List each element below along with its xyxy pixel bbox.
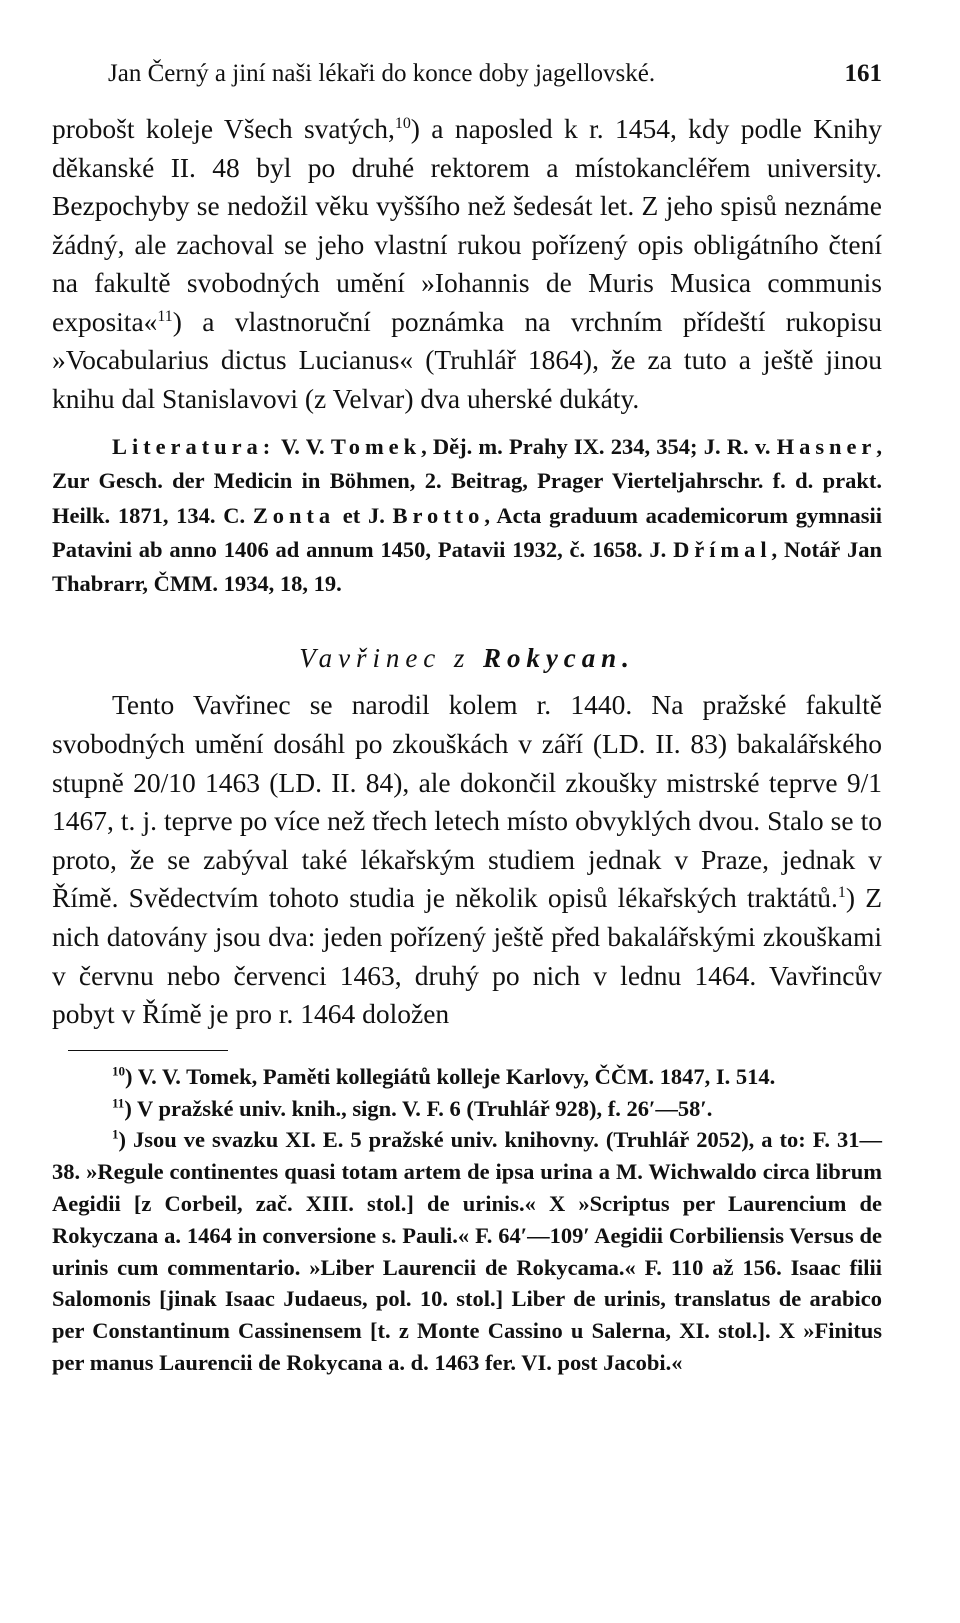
footnote-mark: 1 [112,1126,119,1142]
footnote [52,1124,882,1378]
main-text [52,110,882,418]
text-run: , Notář Jan Thabrarr, ČMM. 1934, 18, 19. [52,536,883,597]
author-name: Brotto [392,502,485,528]
footnote-text: ) Jsou ve svazku XI. E. 5 pražské univ. knihovny. (Truhlář 2052), a to: F. 31—38. »Regule continentes quasi totam artem de ipsa urina a M. Wichwaldo circa librum Aegidii [z Corbeil, zač. XIII. stol.] de urinis.« X »Scriptus per Laurencium de Rokyczana a. 1464 in conversione s. Pauli.« F. 64′—109′ Aegidii Corbiliensis Versus de urinis cum commentario. »Liber Laurencii de Rokycama.« F. 110 až 156. Isaac filii Salomonis [jinak Isaac Judaeus, pol. 10. stol.] Liber de urinis, translatus de arabico per Constantinum Cassinensem [t. z Monte Cassino u Salerna, XI. stol.]. X »Finitus per manus Laurencii de Rokycana a. d. 1463 fer. VI. post Jacobi.« [52,1127,882,1375]
running-title: Jan Černý a jiní naši lékaři do konce doby jagellovské. [108,60,656,87]
book-page [52,60,882,1379]
paragraph-continuation [52,110,882,418]
text-run: , Zur Gesch. der Medicin in Böhmen, 2. Beitrag, Prager Vierteljahrschr. f. d. prakt. Heilk. 1871, 134. C. [52,434,882,528]
text-run: ) a naposled k r. 1454, kdy podle Knihy děkanské II. 48 byl po druhé rektorem a místokancléřem university. Bezpochyby se nedožil věku vyššího než šedesát let. Z jeho spisů neznáme žádný, ale zachoval se jeho vlastní rukou pořízený opis obligátního čtení na fakultě svobodných umění »Iohannis de Muris Musica communis exposita« [52,113,882,337]
heading-place: Rokycan. [483,643,635,674]
footnote [52,1061,882,1093]
footnote-ref-1: 1 [837,884,846,902]
text-run: , Děj. m. Prahy IX. 234, 354; J. R. v. [421,434,771,459]
footnote-divider [68,1050,228,1051]
text-run: et J. [342,502,385,528]
footnote-ref-11: 11 [157,307,173,325]
footnotes [52,1061,882,1379]
section-text [52,686,882,1033]
literature-block [52,430,882,601]
text-run: probošt koleje Všech svatých, [52,113,395,144]
footnote-text: ) V. V. Tomek, Paměti kollegiátů kolleje Karlovy, ČČM. 1847, I. 514. [125,1063,776,1089]
heading-name: Vavřinec [299,643,442,674]
author-name: Dřímal [673,536,772,562]
section-heading [52,643,882,674]
text-run: Tento Vavřinec se narodil kolem r. 1440. Na pražské fakultě svobodných umění dosáhl po zkouškách v září (LD. II. 83) bakalářského stupně 20/10 1463 (LD. II. 84), ale dokončil zkoušky mistrské teprve 9/1 1467, t. j. teprve po více než třech letech místo obvyklých dvou. Stalo se to proto, že se zabýval také lékařským studiem jednak v Praze, jednak v Římě. Svědectvím tohoto studia je několik opisů lékařských traktátů. [52,689,882,914]
page-number: 161 [844,60,882,87]
footnote-mark: 10 [112,1063,126,1079]
text-run: ) Z nich datovány jsou dva: jeden pořízený ještě před bakalářskými zkouškami v červnu nebo červenci 1463, druhý po nich v lednu 1464. Vavřincův pobyt v Římě je pro r. 1464 doložen [52,882,882,1030]
footnote-mark: 11 [112,1095,125,1111]
literature-label: Literatura: [112,434,276,459]
running-header [52,60,882,88]
footnote [52,1093,882,1125]
text-run: V. V. [280,434,325,459]
paragraph [52,686,882,1033]
heading-preposition: z [453,643,471,674]
author-name: Hasner [776,434,877,459]
footnote-text: ) V pražské univ. knih., sign. V. F. 6 (Truhlář 928), f. 26′—58′. [124,1095,713,1121]
author-name: Tomek [330,434,422,459]
text-run: , Acta graduum academicorum gymnasii Patavini ab anno 1406 ad annum 1450, Patavii 1932, č. 1658. J. [52,502,882,562]
text-run: ) a vlastnoruční poznámka na vrchním přídeští rukopisu »Vocabularius dictus Lucianus« (Truhlář 1864), že za tuto a ještě jinou knihu dal Stanislavovi (z Velvar) dva uherské dukáty. [52,305,882,414]
author-name: Zonta [252,502,336,528]
footnote-ref-10: 10 [394,114,411,132]
